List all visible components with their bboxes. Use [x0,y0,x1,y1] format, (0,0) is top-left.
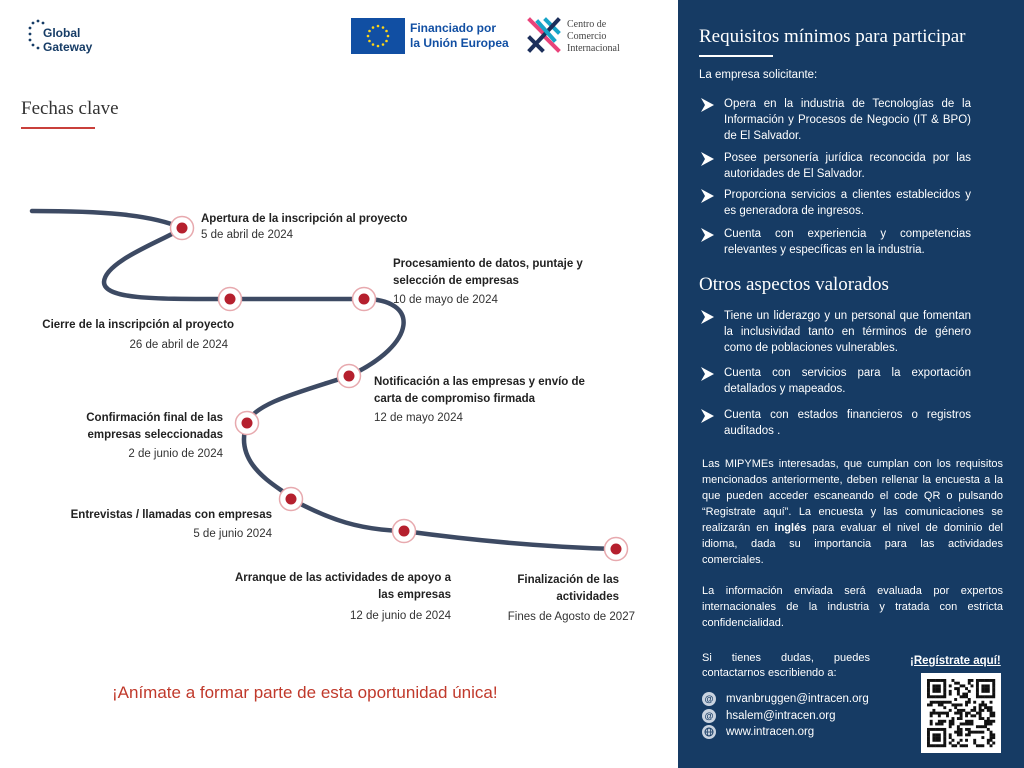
section-title: Fechas clave [21,98,119,119]
website[interactable] [702,725,814,739]
event-6 [40,507,272,543]
global-gateway-text: Global Gateway [43,26,93,54]
event-title: Confirmación final de las empresas seleccionadas [86,412,223,441]
requirement-text: Posee personería jurídica reconocida por las autoridades de El Salvador. [724,152,971,180]
arrow-bullet-icon [699,188,715,204]
requirement-text: Opera en la industria de Tecnologías de la Información y Procesos de Negocio (IT & BPO) de El Salvador. [724,98,971,142]
requirement-text: Cuenta con experiencia y competencias relevantes y específicas en la industria. [724,228,971,256]
timeline-node-4 [338,365,361,388]
others-list [699,308,971,439]
arrow-bullet-icon [699,151,715,167]
event-title: Notificación a las empresas y envío de carta de compromiso firmada [374,376,585,405]
other-item [699,308,971,356]
event-4 [374,374,604,427]
qr-code-icon[interactable] [921,673,1001,753]
event-title: Entrevistas / llamadas con empresas [70,509,272,521]
timeline-node-7 [393,520,416,543]
email-link[interactable]: hsalem@intracen.org [726,710,836,722]
event-title: Arranque de las actividades de apoyo a las empresas [234,572,451,601]
info-text: Las MIPYMEs interesadas, que cumplan con los requisitos mencionados anteriormente, deben rellenar la encuesta a la que pueden acceder escaneando el code QR o pulsando “Registrate aquí”. La encuesta y las comunicaciones se realizarán en [702,458,1003,534]
event-2 [20,317,234,354]
other-item [699,365,971,397]
event-8 [490,572,635,626]
requirements-title: Requisitos mínimos para participar [699,26,966,47]
right-panel [678,0,1024,768]
timeline-node-6 [280,488,303,511]
requirements-rule [699,55,773,57]
timeline-node-1 [171,217,194,240]
event-date: 12 de mayo 2024 [374,412,463,424]
at-icon: @ [702,709,716,723]
event-title: Procesamiento de datos, puntaje y selección de empresas [393,258,583,287]
other-text: Cuenta con estados financieros o registros auditados . [724,409,971,437]
requirements-intro: La empresa solicitante: [699,69,818,81]
timeline-node-2 [219,288,242,311]
requirement-item [699,187,971,219]
arrow-bullet-icon [699,366,715,382]
email-2[interactable] [702,709,835,723]
timeline-node-3 [353,288,376,311]
event-title: Cierre de la inscripción al proyecto [42,319,234,331]
at-icon: @ [702,692,716,706]
call-to-action: ¡Anímate a formar parte de esta oportunidad única! [112,683,498,702]
confidentiality-paragraph: La información enviada será evaluada por expertos internacionales de la industria y tratada con estricta confidencialidad. [702,585,1003,629]
event-title: Apertura de la inscripción al proyecto [201,213,408,225]
event-date: 12 de junio de 2024 [349,610,451,622]
requirement-item [699,96,971,144]
requirement-text: Proporciona servicios a clientes establecidos y es generadora de ingresos. [724,189,971,217]
event-1 [201,211,441,244]
event-3 [393,256,607,309]
requirement-item [699,226,971,258]
timeline-node-5 [236,412,259,435]
info-text: para evaluar el nivel de dominio del idioma, dada su importancia para las actividades comerciales. [702,522,1003,566]
globe-icon [702,725,716,739]
qr-code-graphic [921,673,1001,753]
requirement-item [699,150,971,182]
event-title: Finalización de las actividades [517,574,619,603]
register-link[interactable]: ¡Regístrate aquí! [910,655,1001,667]
itc-text: Centro de Comercio Internacional [567,19,620,54]
timeline-node-8 [605,538,628,561]
event-date: Fines de Agosto de 2027 [507,611,635,623]
event-date: 5 de abril de 2024 [201,229,294,241]
arrow-bullet-icon [699,97,715,113]
email-link[interactable]: mvanbruggen@intracen.org [726,693,869,705]
arrow-bullet-icon [699,309,715,325]
email-1[interactable] [702,692,869,706]
eu-funding-text: Financiado por la Unión Europea [410,21,509,50]
other-text: Tiene un liderazgo y un personal que fomentan la inclusividad tanto en términos de género como de poblaciones vulnerables. [724,310,971,354]
event-date: 2 de junio de 2024 [128,448,223,460]
other-text: Cuenta con servicios para la exportación detallados y mapeados. [724,367,971,395]
requirements-list [699,96,971,258]
others-title: Otros aspectos valorados [699,274,889,295]
arrow-bullet-icon [699,408,715,424]
contact-text: Si tienes dudas, puedes contactarnos escribiendo a: [702,652,870,679]
info-paragraph [702,456,1003,568]
arrow-bullet-icon [699,227,715,243]
event-date: 5 de junio 2024 [193,528,272,540]
event-7 [226,570,451,625]
event-date: 10 de mayo de 2024 [393,294,498,306]
event-date: 26 de abril de 2024 [129,339,228,351]
info-bold-text: inglés [774,522,807,534]
other-item [699,407,971,439]
event-5 [60,410,223,463]
website-link[interactable]: www.intracen.org [726,726,815,738]
